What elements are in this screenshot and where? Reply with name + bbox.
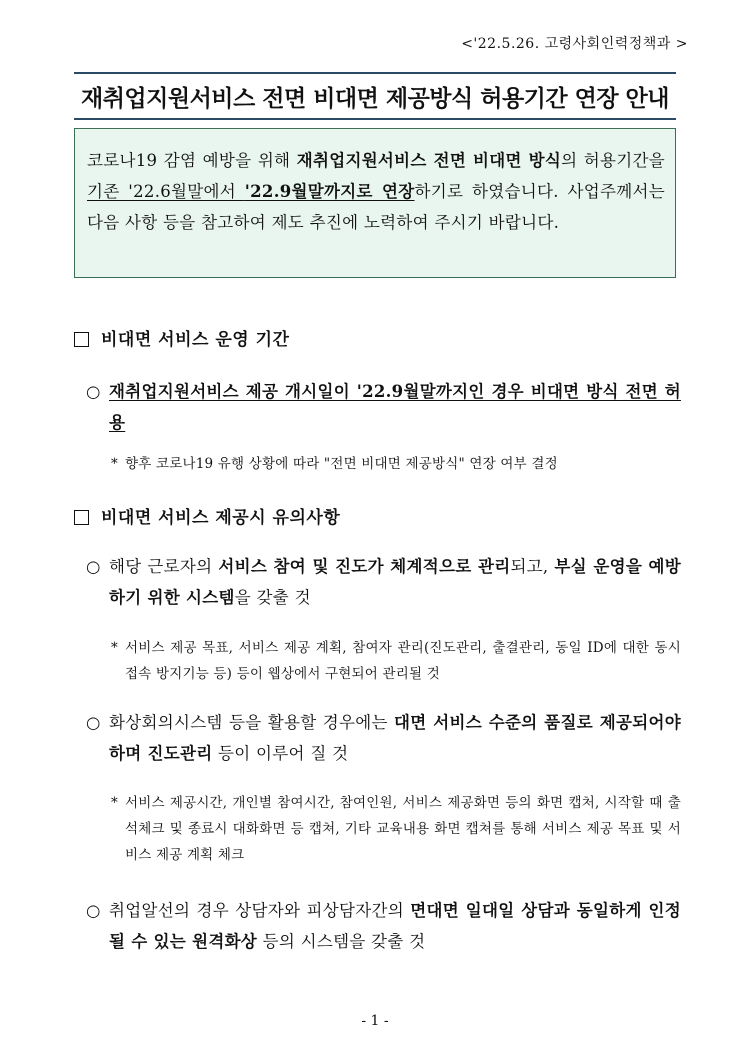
bullet-job-placement [86, 895, 681, 957]
bullet-bold-text: 면대면 일대일 상담과 동일하게 인정될 수 있는 원격화상 [109, 901, 681, 951]
intro-underlined-text: 기존 '22.6월말에서 [87, 182, 245, 201]
bullet-bold-text: 부실 운영을 예방하기 위한 시스템 [109, 557, 681, 607]
bullet-text: 재취업지원서비스 제공 개시일이 '22.9월말까지인 경우 비대면 방식 전면 허용 [109, 382, 681, 432]
document-title: 재취업지원서비스 전면 비대면 제공방식 허용기간 연장 안내 [81, 86, 669, 112]
intro-text-1: 코로나19 감염 예방을 위해 [87, 151, 297, 170]
intro-text-3: 하기로 하였습니다. 사업주께서는 다음 사항 등을 참고하여 제도 추진에 노력하여 주시기 바랍니다. [87, 182, 665, 232]
section-heading-text: 비대면 서비스 제공시 유의사항 [101, 508, 341, 528]
circle-bullet-icon: ○ [86, 382, 101, 401]
checkbox-square-icon [74, 332, 89, 347]
checkbox-square-icon [74, 510, 89, 525]
asterisk-icon: * [111, 795, 118, 811]
note-extension-decision [111, 451, 681, 477]
bullet-bold-text: 서비스 참여 및 진도가 체계적으로 관리 [218, 557, 511, 576]
page-number: - 1 - [361, 1013, 389, 1029]
note-text: 서비스 제공 목표, 서비스 제공 계획, 참여자 관리(진도관리, 출결관리, 동일 ID에 대한 동시접속 방지기능 등) 등이 웹상에서 구현되어 관리될 것 [125, 640, 681, 682]
title-bottom-rule [74, 118, 676, 120]
bullet-text: 해당 근로자의 [109, 557, 219, 576]
intro-box [74, 128, 676, 278]
section-heading-precautions [74, 503, 340, 528]
circle-bullet-icon: ○ [86, 557, 101, 576]
bullet-operation-period [86, 376, 681, 438]
section-heading-operation-period [74, 325, 289, 350]
bullet-text: 을 갖출 것 [234, 588, 311, 607]
note-screen-capture [111, 790, 681, 868]
note-web-management [111, 635, 681, 687]
bullet-video-conference [86, 707, 681, 769]
intro-bold-underlined-text: '22.9월말까지로 연장 [244, 182, 415, 201]
asterisk-icon: * [111, 640, 118, 656]
bullet-bold-text: 대면 서비스 수준의 품질로 제공되어야 하며 진도관리 [109, 713, 681, 763]
circle-bullet-icon: ○ [86, 713, 101, 732]
bullet-text: 취업알선의 경우 상담자와 피상담자간의 [109, 901, 411, 920]
bullet-text: 화상회의시스템 등을 활용할 경우에는 [109, 713, 394, 732]
section-heading-text: 비대면 서비스 운영 기간 [101, 330, 290, 350]
bullet-text: 되고, [510, 557, 555, 576]
circle-bullet-icon: ○ [86, 901, 101, 920]
title-top-rule [74, 72, 676, 74]
bullet-text: 등의 시스템을 갖출 것 [257, 932, 426, 951]
date-department-line: <'22.5.26. 고령사회인력정책과 > [461, 36, 688, 52]
intro-bold-text: 재취업지원서비스 전면 비대면 방식 [296, 151, 562, 170]
bullet-text: 등이 이루어 질 것 [212, 744, 349, 763]
asterisk-icon: * [111, 456, 118, 472]
note-text: 서비스 제공시간, 개인별 참여시간, 참여인원, 서비스 제공화면 등의 화면 캡처, 시작할 때 출석체크 및 종료시 대화화면 등 캡쳐, 기타 교육내용 화면 캡쳐를 통해 서비스 제공 목표 및 서비스 제공 계획 체크 [125, 795, 681, 863]
note-text: 향후 코로나19 유행 상황에 따라 "전면 비대면 제공방식" 연장 여부 결정 [125, 456, 558, 472]
bullet-progress-management [86, 551, 681, 613]
intro-text-2: 의 허용기간을 [561, 151, 665, 170]
